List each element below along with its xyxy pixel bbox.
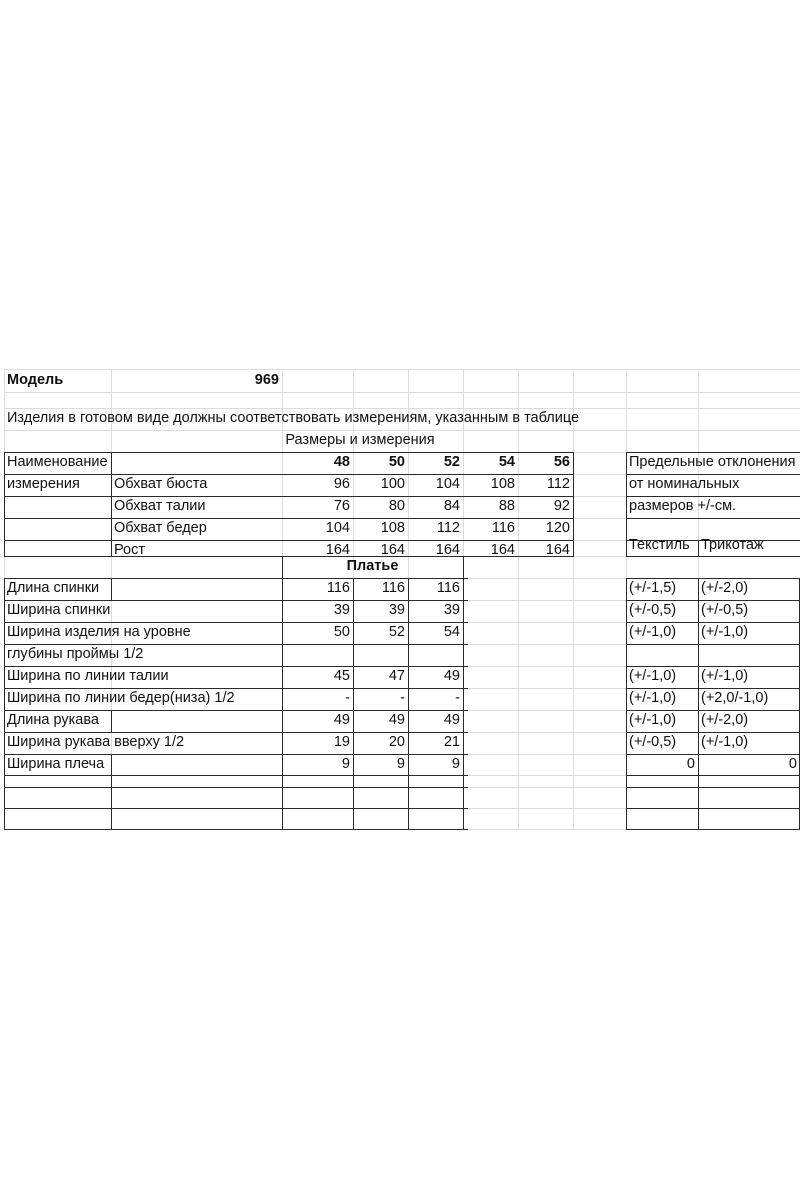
garment-value: 116: [381, 580, 405, 596]
garment-measurement-label: глубины проймы 1/2: [7, 646, 144, 662]
cell-border: [626, 518, 800, 519]
knit-tolerance: (+2,0/-1,0): [701, 690, 769, 706]
measurement-value: 104: [325, 520, 350, 536]
measurement-value: 116: [491, 520, 515, 536]
textile-header: Текстиль: [629, 537, 690, 553]
garment-value: -: [400, 690, 405, 706]
textile-tolerance: (+/-1,0): [629, 668, 677, 684]
garment-measurement-label: Ширина по линии бедер(низа) 1/2: [7, 690, 235, 706]
garment-value: 39: [333, 602, 350, 618]
cell-border: [4, 808, 468, 809]
garment-value: 45: [333, 668, 350, 684]
textile-tolerance: (+/-1,0): [629, 712, 677, 728]
measurement-value: 108: [380, 520, 405, 536]
cell-border: [626, 556, 800, 557]
garment-measurement-label: Длина рукава: [7, 712, 99, 728]
garment-measurement-label: Ширина изделия на уровне: [7, 624, 191, 640]
measurement-value: 76: [333, 498, 350, 514]
cell-border: [626, 829, 800, 830]
deviation-header: от номинальных: [629, 476, 740, 492]
measurement-value: 164: [435, 542, 460, 558]
garment-measurement-label: Ширина спинки: [7, 602, 111, 618]
garment-measurement-label: Длина спинки: [7, 580, 100, 596]
requirement-note: Изделия в готовом виде должны соответствовать измерениям, указанным в таблице: [7, 410, 580, 426]
measurement-value: 104: [435, 476, 460, 492]
section-title: Платье: [346, 558, 399, 574]
grid-line: [4, 392, 800, 393]
textile-tolerance: [626, 644, 698, 665]
measurement-value: 92: [553, 498, 570, 514]
garment-value: 20: [388, 734, 405, 750]
knit-tolerance: (+/-2,0): [701, 580, 749, 596]
garment-value: 9: [341, 756, 350, 772]
textile-tolerance: (+/-1,5): [629, 580, 677, 596]
garment-measurement-label: Ширина по линии талии: [7, 668, 169, 684]
measurement-value: 96: [333, 476, 350, 492]
sizes-header: Размеры и измерения: [285, 432, 435, 448]
size-header: 56: [553, 454, 570, 470]
garment-value: 9: [396, 756, 405, 772]
garment-value: 9: [451, 756, 460, 772]
knit-tolerance: [698, 644, 800, 665]
garment-value: 49: [333, 712, 350, 728]
garment-value: [408, 644, 463, 665]
garment-value: [353, 644, 408, 665]
body-measurement-label: Обхват талии: [114, 498, 206, 514]
garment-value: 39: [443, 602, 460, 618]
model-number: 969: [254, 372, 279, 388]
garment-value: 54: [443, 624, 460, 640]
cell-border: [4, 829, 468, 830]
cell-border: [626, 787, 800, 788]
garment-value: 21: [443, 734, 460, 750]
cell-border: [573, 452, 574, 556]
textile-tolerance: (+/-0,5): [629, 602, 677, 618]
grid-line: [518, 369, 519, 829]
measurement-value: 108: [490, 476, 515, 492]
garment-value: -: [345, 690, 350, 706]
size-header: 48: [333, 454, 350, 470]
body-measurement-label: Обхват бедер: [114, 520, 207, 536]
measurement-value: 112: [436, 520, 460, 536]
measurement-value: 164: [325, 542, 350, 558]
textile-tolerance: (+/-1,0): [629, 624, 677, 640]
measurement-value: 164: [545, 542, 570, 558]
textile-tolerance: (+/-0,5): [629, 734, 677, 750]
cell-border: [4, 775, 468, 776]
measurement-value: 164: [380, 542, 405, 558]
garment-value: 49: [443, 668, 460, 684]
measurement-value: 84: [443, 498, 460, 514]
deviation-header: размеров +/-см.: [629, 498, 737, 514]
garment-value: 39: [388, 602, 405, 618]
garment-value: 116: [436, 580, 460, 596]
measurement-value: 80: [388, 498, 405, 514]
model-label: Модель: [7, 372, 64, 388]
knit-tolerance: (+/-1,0): [701, 624, 749, 640]
textile-tolerance: 0: [686, 756, 695, 772]
grid-line: [573, 369, 574, 829]
knit-tolerance: (+/-1,0): [701, 734, 749, 750]
body-measurement-label: Рост: [114, 542, 145, 558]
measurement-value: 100: [380, 476, 405, 492]
measurement-name-header: измерения: [7, 476, 80, 492]
knit-tolerance: (+/-1,0): [701, 668, 749, 684]
measurement-value: 120: [545, 520, 570, 536]
garment-value: 19: [333, 734, 350, 750]
garment-value: 52: [388, 624, 405, 640]
garment-value: -: [455, 690, 460, 706]
knit-header: Трикотаж: [701, 537, 764, 553]
garment-value: [282, 644, 353, 665]
textile-tolerance: (+/-1,0): [629, 690, 677, 706]
cell-border: [626, 808, 800, 809]
size-header: 50: [388, 454, 405, 470]
knit-tolerance: (+/-2,0): [701, 712, 749, 728]
measurement-value: 88: [498, 498, 515, 514]
body-measurement-label: Обхват бюста: [114, 476, 208, 492]
knit-tolerance: (+/-0,5): [701, 602, 749, 618]
measurement-value: 164: [490, 542, 515, 558]
cell-border: [4, 787, 468, 788]
knit-tolerance: 0: [788, 756, 797, 772]
measurement-name-header: Наименование: [7, 454, 108, 470]
garment-value: 116: [326, 580, 350, 596]
cell-border: [626, 775, 800, 776]
garment-measurement-label: Ширина плеча: [7, 756, 105, 772]
garment-value: 49: [388, 712, 405, 728]
size-header: 54: [498, 454, 515, 470]
size-header: 52: [443, 454, 460, 470]
garment-value: 47: [388, 668, 405, 684]
deviation-header: Предельные отклонения: [629, 454, 796, 470]
garment-measurement-label: Ширина рукава вверху 1/2: [7, 734, 185, 750]
measurement-value: 112: [546, 476, 570, 492]
cell-border: [463, 578, 464, 829]
garment-value: 50: [333, 624, 350, 640]
garment-value: 49: [443, 712, 460, 728]
